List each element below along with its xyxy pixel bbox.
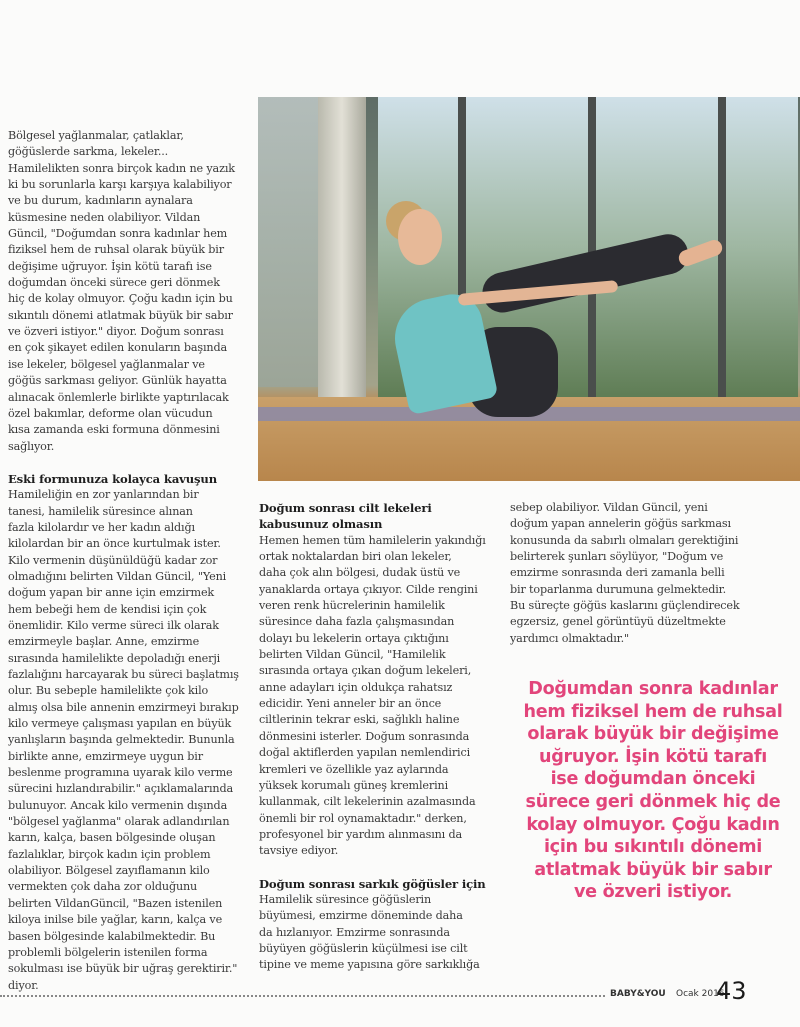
text-line: tipine ve meme yapısına göre sarkıklığa: [259, 958, 480, 972]
dotted-divider: [0, 995, 605, 997]
text-line: ise lekeler, bölgesel yağlanmalar ve: [8, 357, 205, 371]
text-line: süresince daha fazla çalışmasından: [259, 615, 455, 629]
text-line: ve özveri istiyor.: [573, 882, 733, 903]
text-line: bir toparlanma durumuna gelmektedir.: [510, 582, 727, 596]
column-middle: [259, 500, 504, 974]
text-line: sırasında hamilelikte depoladığı enerji: [8, 651, 221, 665]
text-line: edicidir. Yeni anneler bir an önce: [259, 697, 442, 711]
text-line: belirten Vildan Güncil, "Hamilelik: [259, 648, 446, 662]
column-left: [8, 128, 253, 994]
text-line: anne adayları için oldukça rahatsız: [259, 680, 453, 694]
text-line: olur. Bu sebeple hamilelikte çok kilo: [8, 684, 209, 698]
text-line: karın, kalça, basen bölgesinde oluşan: [8, 831, 216, 845]
text-line: diyor.: [8, 978, 39, 992]
text-line: belirten VildanGüncil, "Bazen istenilen: [8, 896, 223, 910]
text-line: sağlıyor.: [8, 439, 55, 453]
woman-head: [398, 209, 442, 265]
text-line: tavsiye ediyor.: [259, 844, 339, 858]
text-line: kilolardan bir an önce kurtulmak ister.: [8, 537, 221, 551]
text-line: kolay olmuyor. Çoğu kadın: [526, 814, 780, 835]
text-line: hiç de kolay olmuyor. Çoğu kadın için bu: [8, 292, 233, 306]
text-line: bulunuyor. Ancak kilo vermenin dışında: [8, 798, 228, 812]
text-line: yüksek korumalı güneş kremlerini: [259, 778, 449, 792]
text-line: sürece geri dönmek hiç de: [525, 791, 781, 812]
text-line: doğum yapan annelerin göğüs sarkması: [510, 517, 731, 531]
text-line: Hamilelik süresince göğüslerin: [259, 892, 432, 906]
section-paragraph: [510, 500, 790, 647]
section-heading: Eski formunuza kolayca kavuşun: [8, 471, 217, 486]
intro-paragraph: [8, 128, 253, 455]
text-line: önemli bir rol oynamaktadır." derken,: [259, 811, 467, 825]
text-line: fazlalıklar, birçok kadın için problem: [8, 847, 211, 861]
text-line: büyüyen göğüslerin küçülmesi ise cilt: [259, 941, 468, 955]
section-heading: Doğum sonrası cilt lekeleri: [259, 501, 432, 515]
text-line: almış olsa bile annenin emzirmeyi bırakıp: [8, 700, 239, 714]
text-line: atlatmak büyük bir sabır: [534, 859, 772, 880]
text-line: da hızlanıyor. Emzirme sonrasında: [259, 925, 450, 939]
text-line: göğüslerde sarkma, lekeler...: [8, 145, 169, 159]
text-line: sebep olabiliyor. Vildan Güncil, yeni: [510, 501, 708, 514]
text-line: fazlalığını harcayarak bu süreci başlatmış: [8, 668, 239, 681]
text-line: yanlışların başında gelmektedir. Bununla: [8, 733, 235, 747]
pillar: [318, 97, 366, 397]
column-right: [510, 500, 790, 647]
text-line: kiloya inilse bile yağlar, karın, kalça ve: [8, 913, 223, 927]
text-line: dönmesini isterler. Doğum sonrasında: [259, 729, 470, 743]
text-line: için bu sıkıntılı dönemi: [543, 837, 763, 858]
text-line: daha çok alın bölgesi, dudak üstü ve: [259, 566, 461, 580]
text-line: önemlidir. Kilo verme süreci ilk olarak: [8, 618, 219, 632]
page-number: 43: [716, 977, 747, 1005]
section-heading: Doğum sonrası sarkık göğüsler için: [259, 876, 486, 891]
text-line: hem bebeği hem de kendisi için çok: [8, 602, 207, 616]
text-line: dolayı bu lekelerin ortaya çıktığını: [259, 631, 449, 645]
text-line: veren renk hücrelerinin hamilelik: [259, 599, 445, 613]
text-line: kremleri ve özellikle yaz aylarında: [259, 762, 449, 776]
text-line: Hemen hemen tüm hamilelerin yakındığı: [259, 533, 486, 547]
text-line: emzirmeyle başlar. Anne, emzirme: [8, 635, 200, 649]
text-line: büyümesi, emzirme döneminde daha: [259, 909, 463, 923]
text-line: beslenme programına uyarak kilo verme: [8, 766, 233, 780]
section-paragraph: [259, 892, 504, 974]
text-line: küsmesine neden olabiliyor. Vildan: [8, 210, 201, 224]
text-line: hem fiziksel hem de ruhsal: [523, 701, 783, 722]
text-line: sırasında ortaya çıkan doğum lekeleri,: [259, 664, 472, 678]
text-line: olabiliyor. Bölgesel zayıflamanın kilo: [8, 864, 210, 878]
text-line: emzirme sonrasında deri zamanla belli: [510, 566, 725, 580]
text-line: uğruyor. İşin kötü tarafı: [539, 746, 767, 767]
text-line: belirterek şunları söylüyor, "Doğum ve: [510, 550, 724, 564]
text-line: olmadığını belirten Vildan Güncil, "Yeni: [8, 569, 227, 583]
text-line: kilo vermeye çalışması yapılan en büyük: [8, 717, 232, 731]
text-line: sürecini hızlandırabilir." açıklamalarında: [8, 782, 233, 796]
text-line: Kilo vermenin düşünüldüğü kadar zor: [8, 553, 218, 567]
text-line: "bölgesel yağlanma" olarak adlandırılan: [8, 815, 230, 829]
section-heading: kabusunuz olmasın: [259, 517, 383, 532]
text-line: yardımcı olmaktadır.": [510, 631, 630, 645]
text-line: sıkıntılı dönemi atlatmak büyük bir sabır: [8, 308, 233, 322]
text-line: sokulması ise büyük bir uğraş gerektirir.": [8, 962, 238, 976]
woman-exercise-photo: [258, 97, 800, 481]
text-line: Hamileliğin en zor yanlarından bir: [8, 488, 199, 502]
issue-date: Ocak 2016: [676, 989, 725, 999]
text-line: değişime uğruyor. İşin kötü tarafı ise: [8, 259, 212, 273]
text-line: ortak noktalardan biri olan lekeler,: [259, 550, 452, 564]
text-line: birlikte anne, emzirmeye uygun bir: [8, 749, 203, 763]
text-line: ve özveri istiyor." diyor. Doğum sonrası: [8, 325, 224, 339]
text-line: doğal aktiflerden yapılan nemlendirici: [259, 746, 471, 760]
text-line: basen bölgesinde kalabilmektedir. Bu: [8, 929, 216, 943]
text-line: Doğumdan sonra kadınlar: [528, 679, 778, 699]
text-line: doğumdan önceki sürece geri dönmek: [8, 276, 220, 290]
text-line: Bölgesel yağlanmalar, çatlaklar,: [8, 129, 184, 142]
pull-quote: [508, 678, 798, 904]
text-line: Bu süreçte göğüs kaslarını güçlendirecek: [510, 599, 740, 613]
text-line: göğüs sarkması geliyor. Günlük hayatta: [8, 374, 227, 388]
text-line: ise doğumdan önceki: [550, 769, 756, 790]
text-line: yanaklarda ortaya çıkıyor. Cilde rengini: [259, 582, 478, 596]
text-line: vermekten çok daha zor olduğunu: [8, 880, 198, 894]
text-line: kullanmak, cilt lekelerinin azalmasında: [259, 795, 476, 809]
text-line: ki bu sorunlarla karşı karşıya kalabiliyor: [8, 178, 232, 192]
text-line: en çok şikayet edilen konuların başında: [8, 341, 227, 355]
page-footer: [0, 977, 800, 1007]
text-line: kısa zamanda eski formuna dönmesini: [8, 423, 220, 437]
text-line: olarak büyük bir değişime: [527, 724, 779, 745]
text-line: problemli bölgelerin istenilen forma: [8, 945, 208, 959]
text-line: özel bakımlar, deforme olan vücudun: [8, 406, 213, 420]
magazine-brand: BABY&YOU: [610, 989, 666, 999]
text-line: Hamilelikten sonra birçok kadın ne yazık: [8, 161, 235, 175]
text-line: alınacak önlemlerle birlikte yaptırılacak: [8, 390, 229, 404]
text-line: Güncil, "Doğumdan sonra kadınlar hem: [8, 227, 228, 241]
text-line: profesyonel bir yardım alınmasını da: [259, 827, 463, 841]
text-line: egzersiz, genel görüntüyü düzeltmekte: [510, 615, 726, 629]
text-line: fiziksel hem de ruhsal olarak büyük bir: [8, 243, 224, 257]
text-line: konusunda da sabırlı olmaları gerektiğini: [510, 533, 739, 547]
text-line: ciltlerinin tekrar eski, sağlıklı haline: [259, 713, 460, 727]
text-line: doğum yapan bir anne için emzirmek: [8, 586, 215, 600]
text-line: fazla kilolardır ve her kadın aldığı: [8, 520, 195, 534]
text-line: tanesi, hamilelik süresince alınan: [8, 504, 193, 518]
section-paragraph: [8, 487, 253, 994]
section-paragraph: [259, 533, 504, 860]
text-line: ve bu durum, kadınların aynalara: [8, 194, 193, 208]
